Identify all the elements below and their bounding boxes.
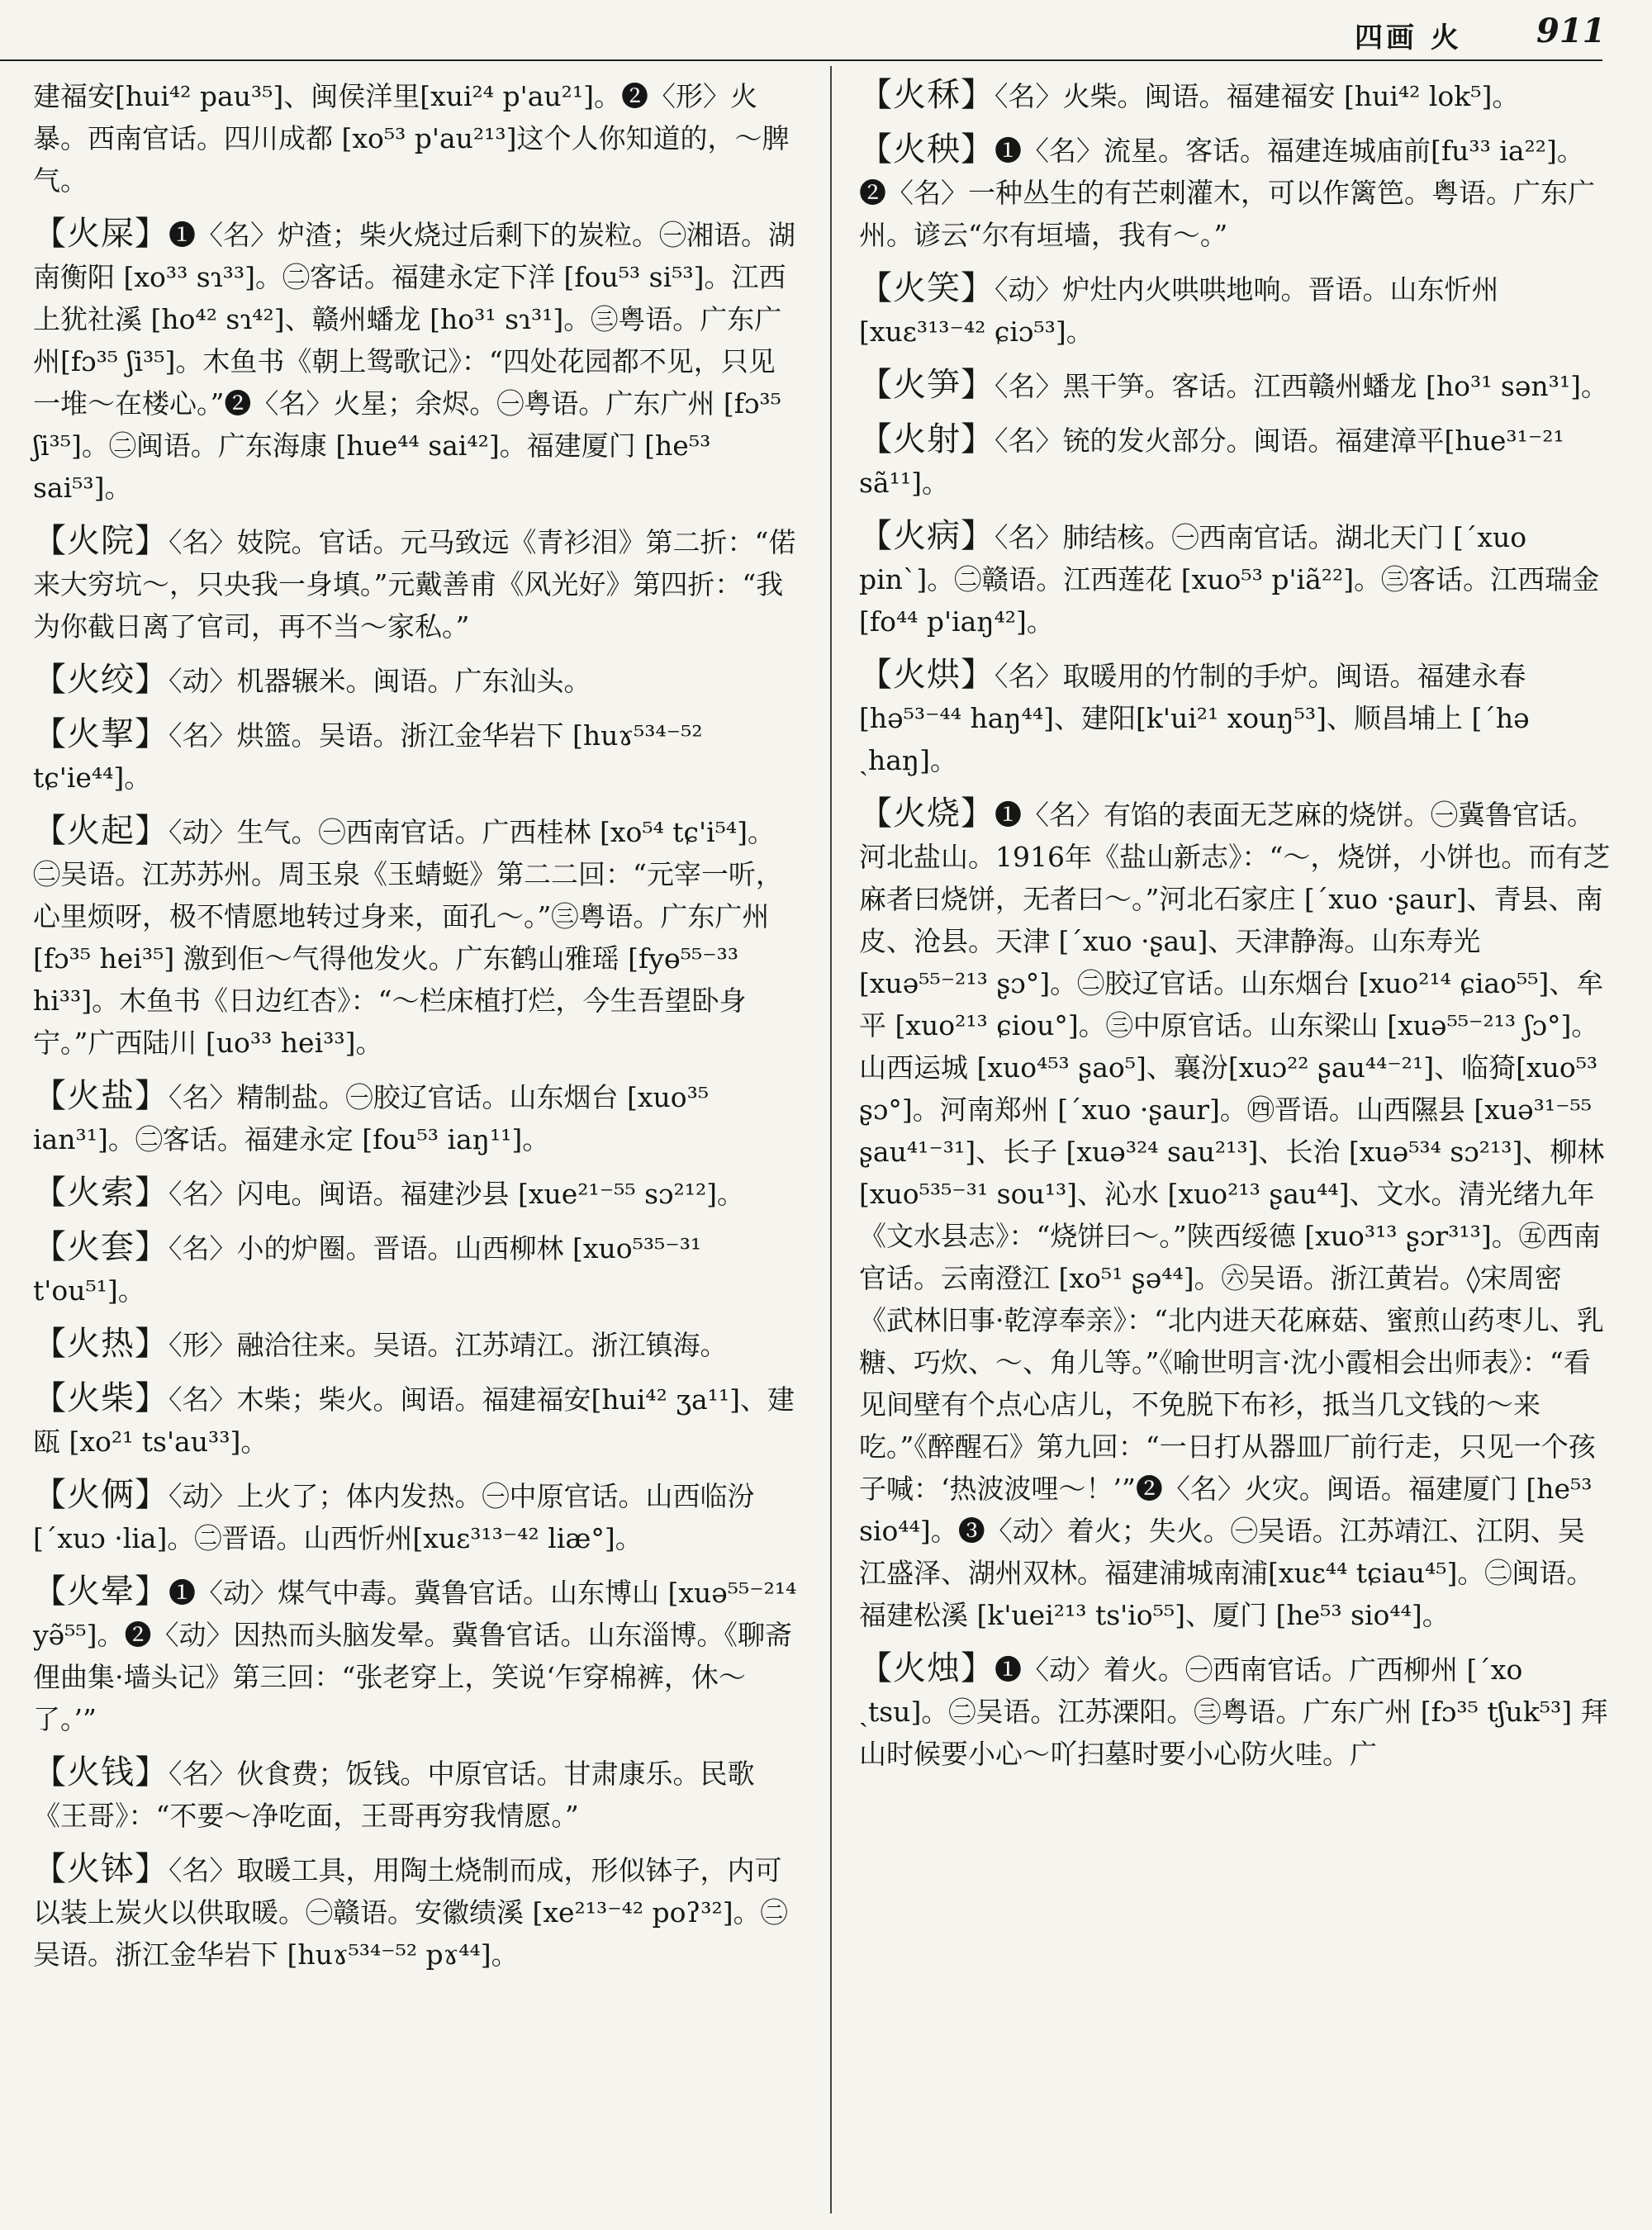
left-column xyxy=(33,74,801,1987)
headword: 【火索】 xyxy=(33,1174,169,1212)
definition: 〈名〉小的炉圈。晋语。山西柳林 [xuo⁵³⁵⁻³¹ t'ou⁵¹]。 xyxy=(33,1232,702,1307)
dictionary-entry xyxy=(33,1378,801,1463)
dictionary-entry xyxy=(33,1752,801,1837)
right-column xyxy=(859,74,1611,1786)
headword: 【火挈】 xyxy=(33,715,169,753)
definition: 〈名〉烘篮。吴语。浙江金华岩下 [huɤ⁵³⁴⁻⁵² tɕ'ie⁴⁴]。 xyxy=(33,719,703,794)
definition: ❶〈动〉煤气中毒。冀鲁官话。山东博山 [xuə⁵⁵⁻²¹⁴ yə̃⁵⁵]。❷〈动〉因热而头脑发晕。冀鲁官话。山东淄博。《聊斋俚曲集·墙头记》第三回：“张老穿上，笑说‘乍穿棉裤，休～了。’” xyxy=(33,1577,797,1735)
definition: 〈名〉黑干笋。客话。江西赣州蟠龙 [ho³¹ sən³¹]。 xyxy=(995,370,1608,402)
headword: 【火屎】 xyxy=(33,215,169,253)
page-number: 911 xyxy=(1536,12,1606,50)
headword: 【火秝】 xyxy=(859,76,995,114)
dictionary-entry xyxy=(859,268,1611,353)
dictionary-entry xyxy=(859,419,1611,504)
definition: 〈名〉火柴。闽语。福建福安 [hui⁴² lok⁵]。 xyxy=(995,80,1520,112)
headword: 【火柴】 xyxy=(33,1379,169,1417)
headword: 【火盐】 xyxy=(33,1077,169,1115)
definition: 〈形〉融洽往来。吴语。江苏靖江。浙江镇海。 xyxy=(169,1329,728,1361)
definition: 〈名〉取暖工具，用陶土烧制而成，形似钵子，内可以装上炭火以供取暖。㊀赣语。安徽绩溪 [xe²¹³⁻⁴² poʔ³²]。㊁吴语。浙江金华岩下 [huɤ⁵³⁴⁻⁵² pɤ⁴⁴]。 xyxy=(33,1854,788,1971)
dictionary-entry xyxy=(859,1648,1611,1775)
dictionary-entry xyxy=(33,714,801,799)
headword: 【火射】 xyxy=(859,420,995,458)
dictionary-entry xyxy=(859,129,1611,256)
headword: 【火晕】 xyxy=(33,1573,169,1611)
headword: 【火钱】 xyxy=(33,1753,169,1791)
definition: ❶〈名〉流星。客话。福建连城庙前[fu³³ ia²²]。❷〈名〉一种丛生的有芒刺灌木，可以作篱笆。粤语。广东广州。谚云“尔有垣墙，我有～。” xyxy=(859,135,1595,251)
definition: 〈动〉生气。㊀西南官话。广西桂林 [xo⁵⁴ tɕ'i⁵⁴]。㊁吴语。江苏苏州。周玉泉《玉蜻蜓》第二二回：“元宰一听，心里烦呀，极不情愿地转过身来，面孔～。”㊂粤语。广东广州 [fɔ³⁵ hei³⁵] 激到佢～气得他发火。广东鹤山雅瑶 [fyɵ⁵⁵⁻³³ hi³³]。木鱼书《日边红杏》：“～栏床植打烂，今生吾望卧身宁。”广西陆川 [uo³³ hei³³]。 xyxy=(33,816,783,1059)
headword: 【火秧】 xyxy=(859,130,995,168)
dictionary-entry xyxy=(33,1323,801,1366)
dictionary-entry xyxy=(33,1848,801,1976)
definition: 〈名〉伙食费；饭钱。中原官话。甘肃康乐。民歌《王哥》：“不要～净吃面，王哥再穷我情愿。” xyxy=(33,1758,755,1832)
definition: ❶〈名〉炉渣；柴火烧过后剩下的炭粒。㊀湘语。湖南衡阳 [xo³³ sɿ³³]。㊁客话。福建永定下洋 [fou⁵³ si⁵³]。江西上犹社溪 [ho⁴² sɿ⁴²]、赣州蟠龙 [ho³¹ sɿ³¹]。㊂粤语。广东广州[fɔ³⁵ ʃi³⁵]。木鱼书《朝上鸳歌记》：“四处花园都不见，只见一堆～在楼心。”❷〈名〉火星；余烬。㊀粤语。广东广州 [fɔ³⁵ ʃi³⁵]。㊁闽语。广东海康 [hue⁴⁴ sai⁴²]。福建厦门 [he⁵³ sai⁵³]。 xyxy=(33,219,795,504)
dictionary-entry xyxy=(33,74,801,202)
dictionary-entry xyxy=(33,1571,801,1740)
headword: 【火烛】 xyxy=(859,1649,995,1687)
definition: 〈名〉闪电。闽语。福建沙县 [xue²¹⁻⁵⁵ sɔ²¹²]。 xyxy=(169,1178,745,1210)
headword: 【火绞】 xyxy=(33,661,169,699)
dictionary-entry xyxy=(33,810,801,1064)
dictionary-entry xyxy=(33,1075,801,1160)
headword: 【火病】 xyxy=(859,517,995,555)
dictionary-entry xyxy=(859,515,1611,643)
definition: 〈名〉肺结核。㊀西南官话。湖北天门 [ˊxuo pinˋ]。㊁赣语。江西莲花 [xuo⁵³ p'iã²²]。㊂客话。江西瑞金 [fo⁴⁴ p'iaŋ⁴²]。 xyxy=(859,521,1600,638)
headword: 【火笋】 xyxy=(859,366,995,404)
headword: 【火起】 xyxy=(33,812,169,850)
page-header xyxy=(0,0,1652,58)
definition: ❶〈动〉着火。㊀西南官话。广西柳州 [ˊxo ˏtsu]。㊁吴语。江苏溧阳。㊂粤语。广东广州 [fɔ³⁵ tʃuk⁵³] 拜山时候要小心～吖扫墓时要小心防火哇。广 xyxy=(859,1654,1608,1770)
dictionary-entry xyxy=(33,1226,801,1312)
dictionary-entry xyxy=(859,74,1611,117)
headword: 【火院】 xyxy=(33,522,169,560)
definition: 〈动〉炉灶内火哄哄地响。晋语。山东忻州 [xuɛ³¹³⁻⁴² ɕiɔ⁵³]。 xyxy=(859,273,1499,348)
dictionary-entry xyxy=(33,659,801,702)
dictionary-entry xyxy=(33,1474,801,1559)
headword: 【火笑】 xyxy=(859,269,995,307)
dictionary-entry xyxy=(859,654,1611,781)
dictionary-entry xyxy=(859,364,1611,407)
header-rule xyxy=(0,59,1602,61)
headword: 【火热】 xyxy=(33,1325,169,1363)
headword: 【火烘】 xyxy=(859,656,995,694)
headword: 【火套】 xyxy=(33,1228,169,1266)
dictionary-entry xyxy=(859,793,1611,1636)
definition: 〈名〉妓院。官话。元马致远《青衫泪》第二折：“偌来大穷坑～，只央我一身填。”元戴善甫《风光好》第四折：“我为你截日离了官司，再不当～家私。” xyxy=(33,526,796,643)
definition: 〈名〉精制盐。㊀胶辽官话。山东烟台 [xuo³⁵ ian³¹]。㊁客话。福建永定 [fou⁵³ iaŋ¹¹]。 xyxy=(33,1081,710,1155)
definition: 建福安[hui⁴² pau³⁵]、闽侯洋里[xui²⁴ p'au²¹]。❷〈形〉火暴。西南官话。四川成都 [xo⁵³ p'au²¹³]这个人你知道的，～脾气。 xyxy=(33,80,790,197)
definition: 〈名〉铳的发火部分。闽语。福建漳平[hue³¹⁻²¹ sã¹¹]。 xyxy=(859,425,1564,499)
dictionary-entry xyxy=(33,1172,801,1215)
definition: ❶〈名〉有馅的表面无芝麻的烧饼。㊀冀鲁官话。河北盐山。1916年《盐山新志》：“～，烧饼，小饼也。而有芝麻者曰烧饼，无者曰～。”河北石家庄 [ˊxuo ·ʂaur]、青县、南皮、沧县。天津 [ˊxuo ·ʂau]、天津静海。山东寿光 [xuə⁵⁵⁻²¹³ ʂɔ°]。㊁胶辽官话。山东烟台 [xuo²¹⁴ ɕiao⁵⁵]、牟平 [xuo²¹³ ɕiou°]。㊂中原官话。山东梁山 [xuə⁵⁵⁻²¹³ ʃɔ°]。山西运城 [xuo⁴⁵³ ʂao⁵]、襄汾[xuɔ²² ʂau⁴⁴⁻²¹]、临猗[xuo⁵³ ʂɔ°]。河南郑州 [ˊxuo ·ʂaur]。㊃晋语。山西隰县 [xuə³¹⁻⁵⁵ ʂau⁴¹⁻³¹]、长子 [xuə³²⁴ sau²¹³]、长治 [xuə⁵³⁴ sɔ²¹³]、柳林 [xuo⁵³⁵⁻³¹ sou¹³]、沁水 [xuo²¹³ ʂau⁴⁴]、文水。清光绪九年《文水县志》：“烧饼曰～。”陕西绥德 [xuo³¹³ ʂɔr³¹³]。㊄西南官话。云南澄江 [xo⁵¹ ʂə⁴⁴]。㊅吴语。浙江黄岩。◊宋周密《武林旧事·乾淳奉亲》：“北内进天花麻菇、蜜煎山药枣儿、乳糖、巧炊、～、角儿等。”《喻世明言·沈小霞相会出师表》：“看见间壁有个点心店儿，不免脱下布衫，抵当几文钱的～来吃。”《醉醒石》第九回：“一日打从器皿厂前行走，只见一个孩子喊：‘热波波哩～！’”❷〈名〉火灾。闽语。福建厦门 [he⁵³ sio⁴⁴]。❸〈动〉着火；失火。㊀吴语。江苏靖江、江阴、吴江盛泽、湖州双林。福建浦城南浦[xuɛ⁴⁴ tɕiau⁴⁵]。㊁闽语。福建松溪 [k'uei²¹³ ts'io⁵⁵]、厦门 [he⁵³ sio⁴⁴]。 xyxy=(859,799,1611,1631)
dictionary-entry xyxy=(33,213,801,509)
headword: 【火烧】 xyxy=(859,795,995,833)
column-divider xyxy=(830,66,832,2213)
definition: 〈名〉木柴；柴火。闽语。福建福安[hui⁴² ʒa¹¹]、建瓯 [xo²¹ ts'au³³]。 xyxy=(33,1383,795,1458)
definition: 〈动〉上火了；体内发热。㊀中原官话。山西临汾[ˊxuɔ ·lia]。㊁晋语。山西忻州[xuɛ³¹³⁻⁴² liæ°]。 xyxy=(33,1480,755,1554)
headword: 【火钵】 xyxy=(33,1850,169,1888)
dictionary-entry xyxy=(33,520,801,648)
definition: 〈名〉取暖用的竹制的手炉。闽语。福建永春 [hə⁵³⁻⁴⁴ haŋ⁴⁴]、建阳[k'ui²¹ xouŋ⁵³]、顺昌埔上 [ˊhə ˏhaŋ]。 xyxy=(859,660,1530,776)
definition: 〈动〉机器辗米。闽语。广东汕头。 xyxy=(169,665,591,697)
section-title: 四画 火 xyxy=(1355,21,1462,55)
headword: 【火俩】 xyxy=(33,1476,169,1514)
